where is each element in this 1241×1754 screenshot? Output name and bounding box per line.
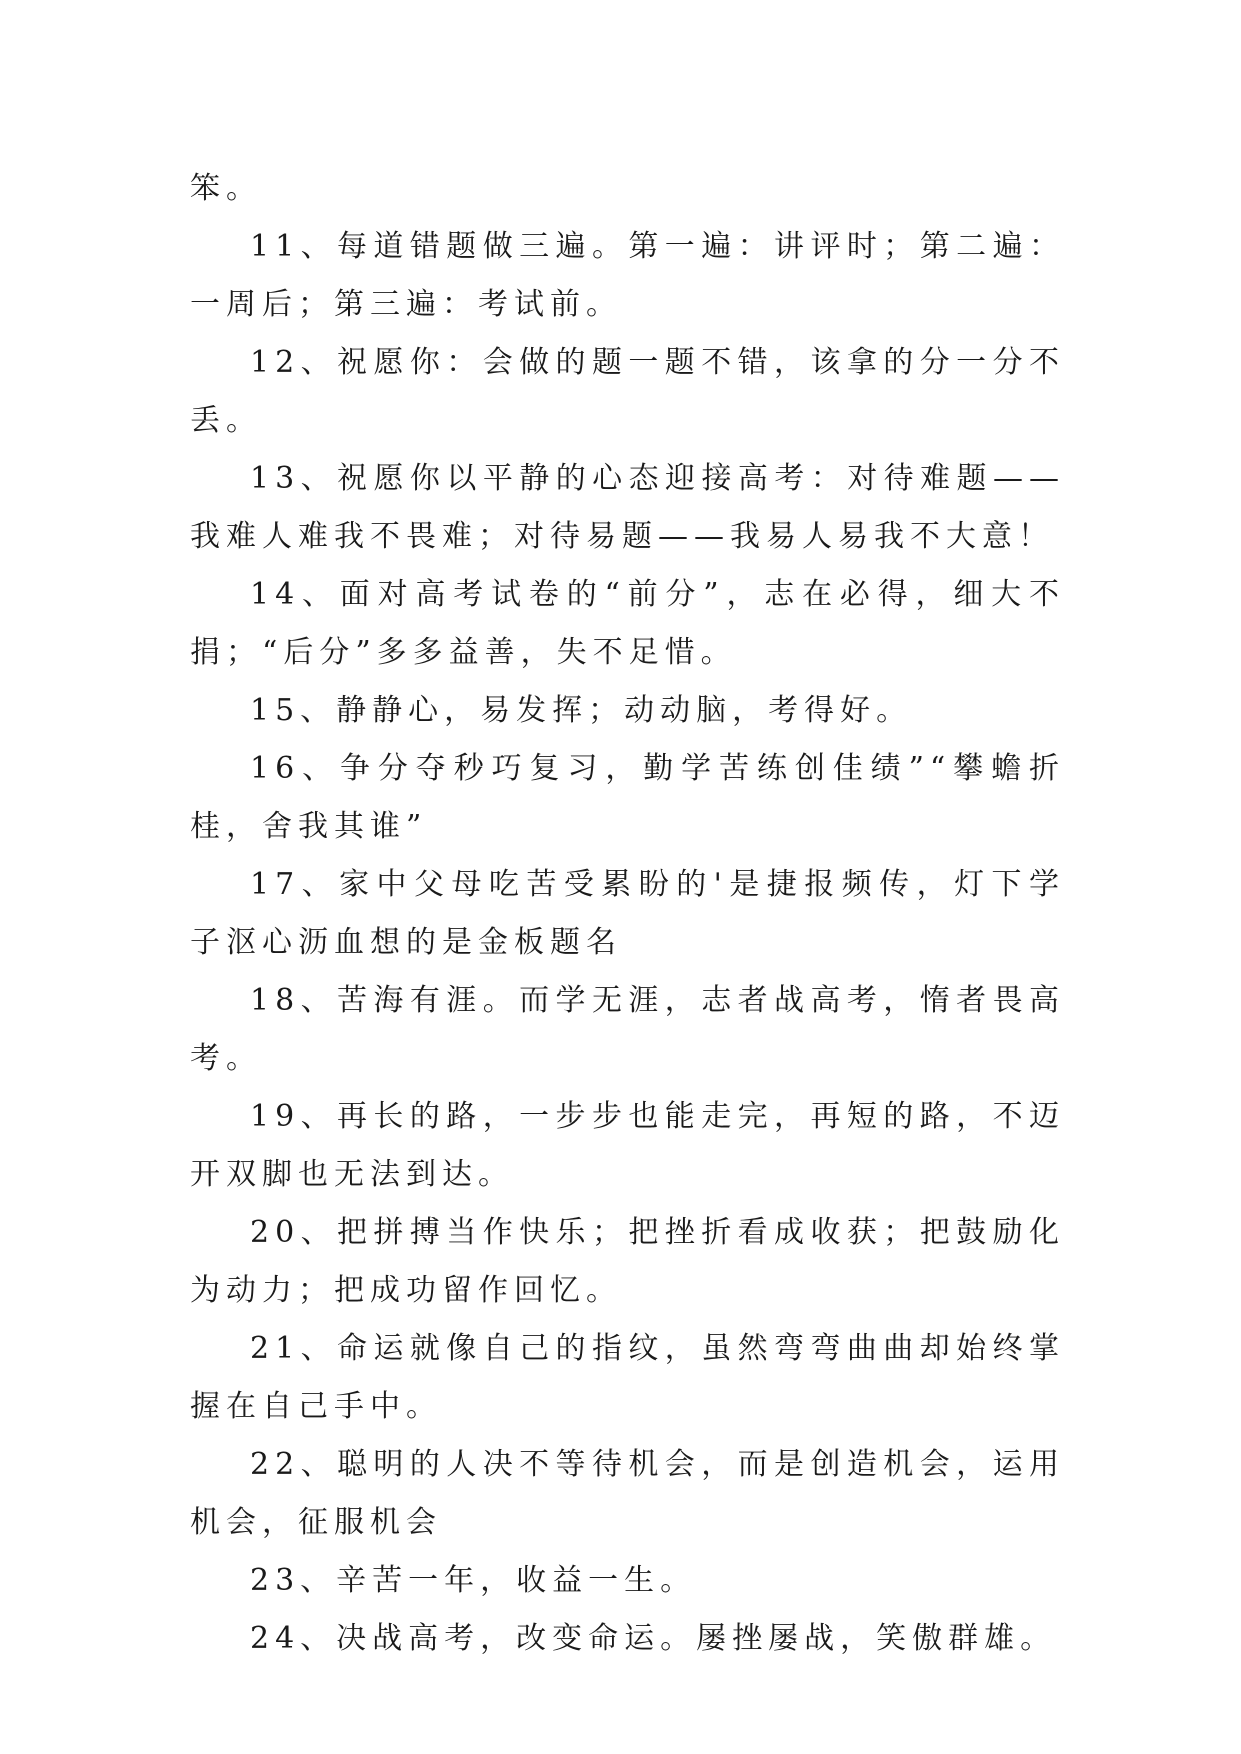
paragraph-continuation: 笨。 xyxy=(190,171,262,206)
paragraph-12: 12、祝愿你：会做的题一题不错，该拿的分一分不丢。 xyxy=(190,345,1065,438)
paragraph-16: 16、争分夺秒巧复习，勤学苦练创佳绩”“攀蟾折桂，舍我其谁” xyxy=(190,751,1065,844)
paragraph-23: 23、辛苦一年，收益一生。 xyxy=(250,1563,697,1598)
paragraph-15: 15、静静心，易发挥；动动脑，考得好。 xyxy=(250,693,913,728)
paragraph-21: 21、命运就像自己的指纹，虽然弯弯曲曲却始终掌握在自己手中。 xyxy=(190,1331,1065,1424)
paragraph-22: 22、聪明的人决不等待机会，而是创造机会，运用机会，征服机会 xyxy=(190,1447,1065,1540)
paragraph-24: 24、决战高考，改变命运。屡挫屡战，笑傲群雄。 xyxy=(250,1621,1057,1656)
paragraph-19: 19、再长的路，一步步也能走完，再短的路，不迈开双脚也无法到达。 xyxy=(190,1099,1065,1192)
document-body xyxy=(190,160,1065,1668)
paragraph-13: 13、祝愿你以平静的心态迎接高考：对待难题——我难人难我不畏难；对待易题——我易人易我不大意！ xyxy=(190,461,1065,554)
paragraph-20: 20、把拼搏当作快乐；把挫折看成收获；把鼓励化为动力；把成功留作回忆。 xyxy=(190,1215,1065,1308)
paragraph-18: 18、苦海有涯。而学无涯，志者战高考，惰者畏高考。 xyxy=(190,983,1065,1076)
paragraph-14: 14、面对高考试卷的“前分”，志在必得，细大不捐；“后分”多多益善，失不足惜。 xyxy=(190,577,1065,670)
paragraph-17: 17、家中父母吃苦受累盼的'是捷报频传，灯下学子沤心沥血想的是金板题名 xyxy=(190,867,1065,960)
paragraph-11: 11、每道错题做三遍。第一遍：讲评时；第二遍：一周后；第三遍：考试前。 xyxy=(190,229,1065,322)
